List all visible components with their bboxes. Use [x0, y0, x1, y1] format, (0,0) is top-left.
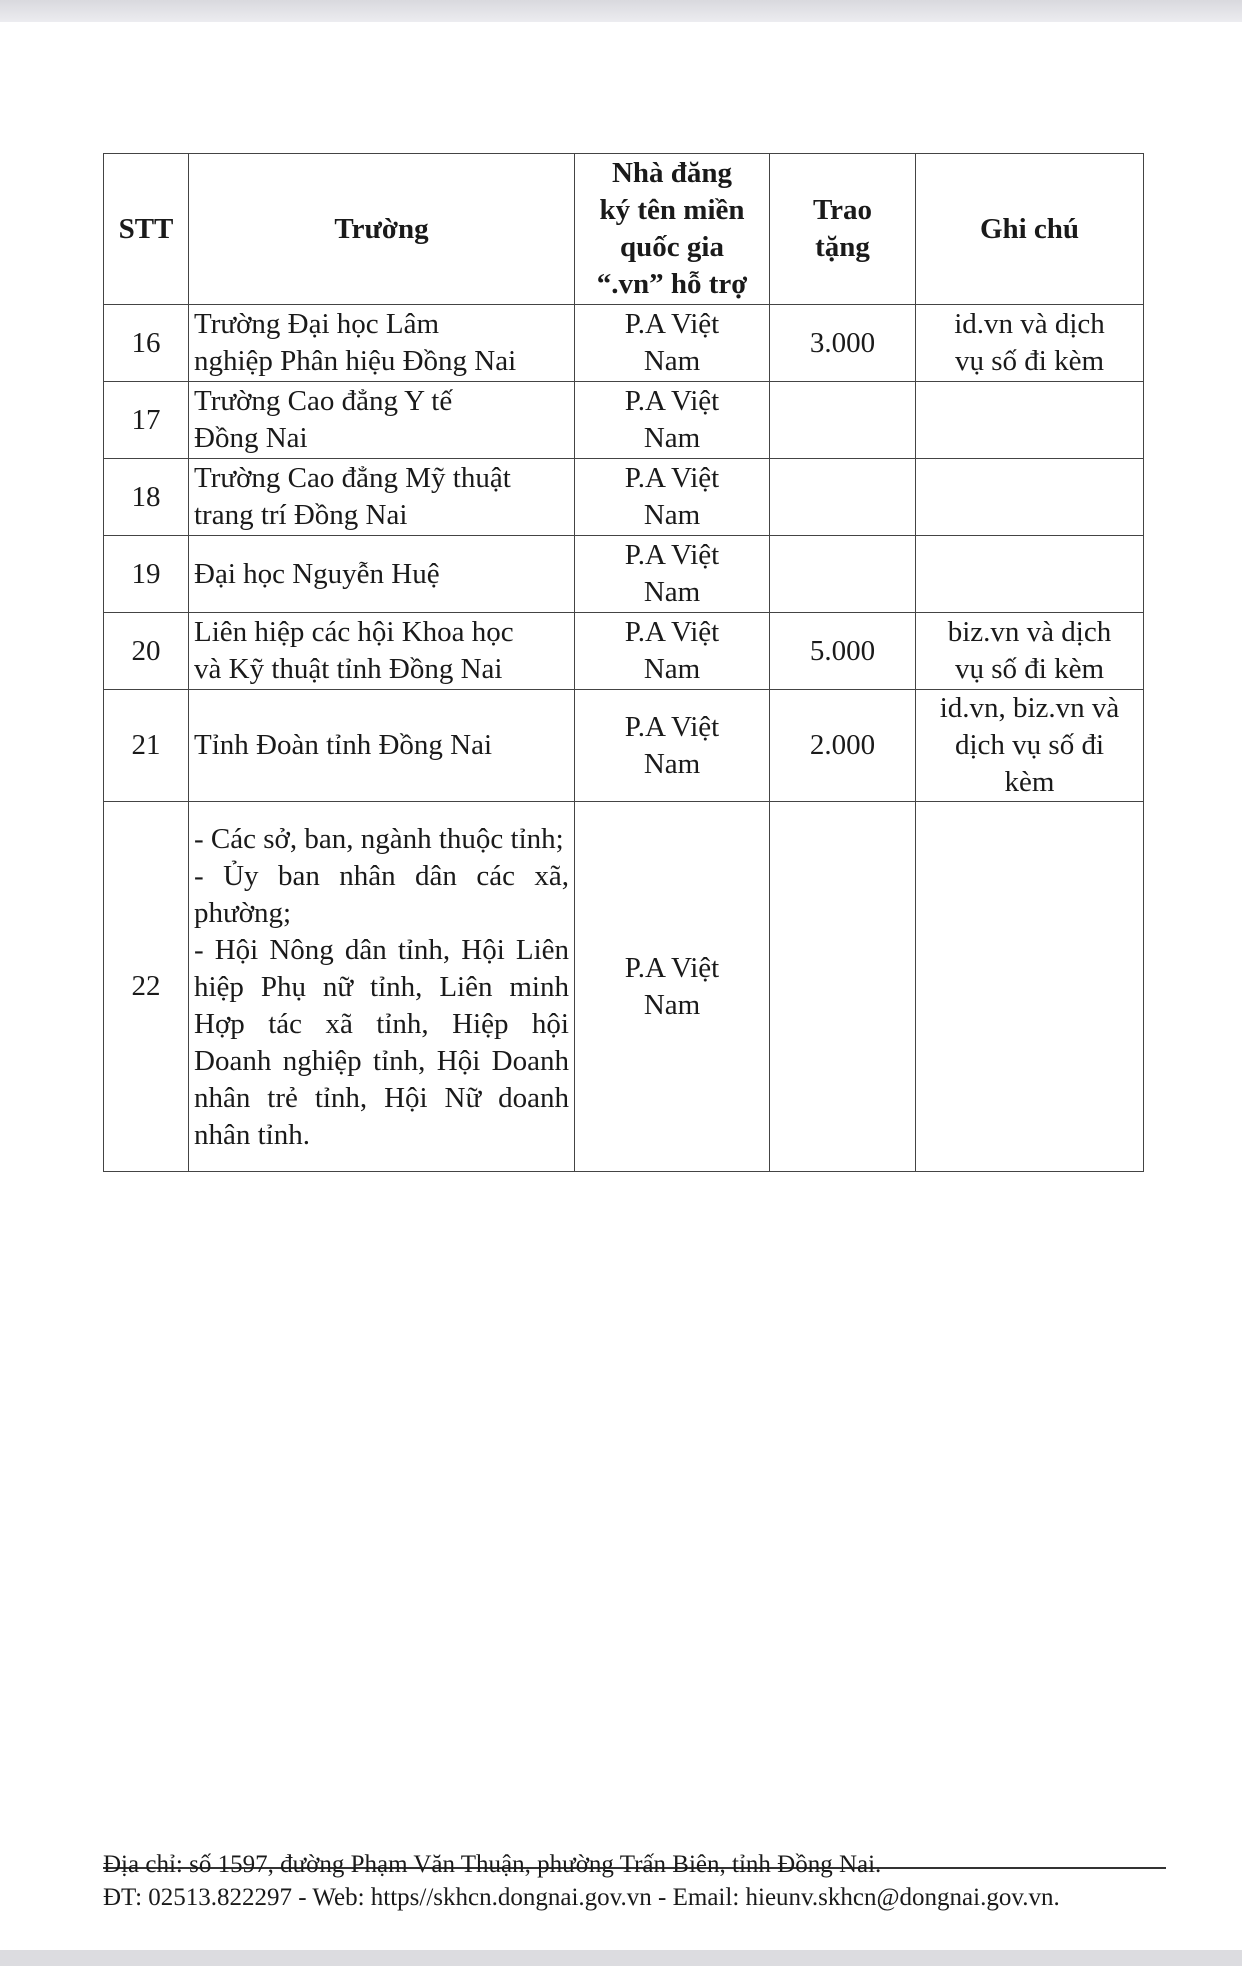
row-stt: 17 — [104, 382, 189, 459]
row-stt: 22 — [104, 802, 189, 1172]
row-note-text: id.vn, biz.vn và dịch vụ số đi kèm — [939, 692, 1120, 798]
header-gift-text: Trao tặng — [812, 194, 873, 263]
header-note: Ghi chú — [916, 154, 1144, 305]
row-registrar-text: P.A Việt Nam — [624, 385, 720, 454]
row-name — [189, 536, 575, 613]
row-name-text: Liên hiệp các hội Khoa học và Kỹ thuật tỉnh Đồng Nai — [194, 616, 514, 685]
row-name-text: Trường Cao đẳng Y tế Đồng Nai — [194, 385, 453, 454]
row-name — [189, 459, 575, 536]
row-name-text: Đại học Nguyễn Huệ — [194, 557, 440, 590]
row-note — [916, 536, 1144, 613]
row-stt: 20 — [104, 613, 189, 690]
row-name — [189, 613, 575, 690]
footer-contact: ĐT: 02513.822297 - Web: https//skhcn.dongnai.gov.vn - Email: hieunv.skhcn@dongnai.gov.vn. — [103, 1884, 1060, 1911]
row-registrar-text: P.A Việt Nam — [624, 710, 720, 780]
row-registrar — [575, 536, 770, 613]
row-registrar — [575, 459, 770, 536]
row-registrar-text: P.A Việt Nam — [624, 951, 720, 1021]
table-row — [104, 382, 1144, 459]
row-note — [916, 305, 1144, 382]
document-page — [0, 22, 1242, 1950]
row-gift: 5.000 — [770, 613, 916, 690]
row-registrar — [575, 690, 770, 802]
row-name — [189, 690, 575, 802]
header-stt: STT — [104, 154, 189, 305]
domain-support-table — [103, 153, 1144, 1172]
row-note-text: id.vn và dịch vụ số đi kèm — [954, 308, 1105, 377]
header-gift — [770, 154, 916, 305]
row-gift: 3.000 — [770, 305, 916, 382]
header-truong: Trường — [189, 154, 575, 305]
table-row — [104, 305, 1144, 382]
row-gift — [770, 802, 916, 1172]
row-gift: 2.000 — [770, 690, 916, 802]
row-registrar — [575, 802, 770, 1172]
row-registrar-text: P.A Việt Nam — [624, 462, 720, 531]
row-stt: 21 — [104, 690, 189, 802]
table-row — [104, 802, 1144, 1172]
row-name-text: Tỉnh Đoàn tỉnh Đồng Nai — [194, 729, 493, 761]
header-registrar-text: Nhà đăng ký tên miền quốc gia “.vn” hỗ trợ — [596, 157, 748, 300]
row-gift — [770, 459, 916, 536]
row-gift — [770, 536, 916, 613]
row-stt: 19 — [104, 536, 189, 613]
row-registrar-text: P.A Việt Nam — [624, 539, 720, 608]
row-note — [916, 690, 1144, 802]
row-stt: 18 — [104, 459, 189, 536]
row-name-text: Trường Cao đẳng Mỹ thuật trang trí Đồng Nai — [194, 462, 511, 531]
table-header-row — [104, 154, 1144, 305]
row-note — [916, 382, 1144, 459]
row-note-text: biz.vn và dịch vụ số đi kèm — [947, 616, 1112, 685]
row-note — [916, 459, 1144, 536]
table-row — [104, 613, 1144, 690]
row-registrar — [575, 305, 770, 382]
row-registrar-text: P.A Việt Nam — [624, 308, 720, 377]
row-name-text: - Các sở, ban, ngành thuộc tỉnh; - Ủy ban nhân dân các xã, phường; - Hội Nông dân tỉnh, Hội Liên hiệp Phụ nữ tỉnh, Liên minh Hợp tác xã tỉnh, Hiệp hội Doanh nghiệp tỉnh, Hội Doanh nhân trẻ tỉnh, Hội Nữ doanh nhân tỉnh. — [194, 823, 569, 1151]
row-registrar — [575, 382, 770, 459]
row-name-text: Trường Đại học Lâm nghiệp Phân hiệu Đồng Nai — [194, 308, 517, 377]
row-stt: 16 — [104, 305, 189, 382]
top-edge — [0, 0, 1242, 22]
row-registrar — [575, 613, 770, 690]
row-name — [189, 305, 575, 382]
table-row — [104, 459, 1144, 536]
row-name — [189, 382, 575, 459]
row-registrar-text: P.A Việt Nam — [624, 616, 720, 685]
footer-address: Địa chỉ: số 1597, đường Phạm Văn Thuận, phường Trấn Biên, tỉnh Đồng Nai. — [103, 1851, 882, 1878]
bottom-edge — [0, 1950, 1242, 1966]
row-note — [916, 802, 1144, 1172]
row-name — [189, 802, 575, 1172]
row-note — [916, 613, 1144, 690]
table-row — [104, 690, 1144, 802]
row-gift — [770, 382, 916, 459]
table-row — [104, 536, 1144, 613]
header-registrar — [575, 154, 770, 305]
